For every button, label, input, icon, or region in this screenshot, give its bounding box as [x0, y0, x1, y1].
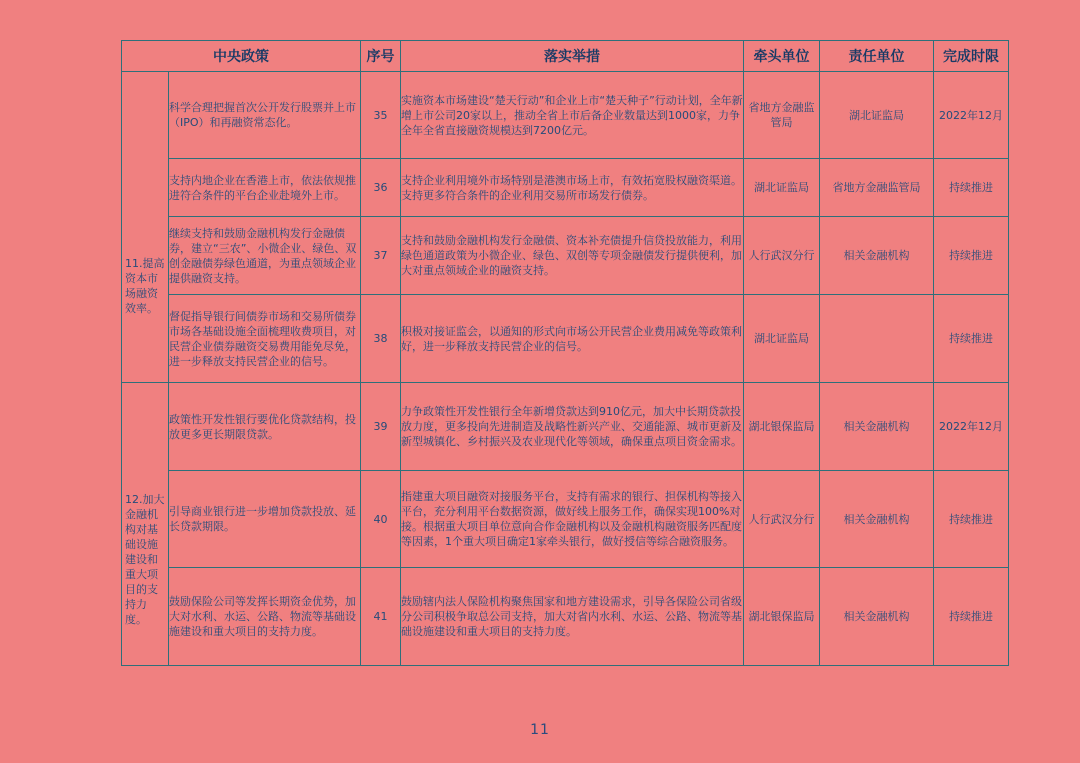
category-cell	[122, 383, 169, 666]
row-number: 36	[361, 159, 401, 217]
lead-unit-cell: 湖北证监局	[744, 159, 820, 217]
table-row	[122, 295, 1009, 383]
measure-cell: 支持企业利用境外市场特别是港澳市场上市，有效拓宽股权融资渠道。支持更多符合条件的企业利用交易所市场发行债券。	[401, 159, 744, 217]
table-row	[122, 471, 1009, 568]
row-number: 35	[361, 72, 401, 159]
category-label: 11.提高资本市场融资效率。	[125, 256, 165, 315]
responsible-unit-cell: 湖北证监局	[820, 72, 934, 159]
table-row	[122, 217, 1009, 295]
deadline-cell: 2022年12月	[934, 383, 1009, 471]
category-cell	[122, 72, 169, 383]
header-responsible-unit: 责任单位	[820, 41, 934, 72]
table-row	[122, 568, 1009, 666]
policy-cell: 科学合理把握首次公开发行股票并上市（IPO）和再融资常态化。	[169, 72, 361, 159]
responsible-unit-cell: 相关金融机构	[820, 471, 934, 568]
lead-unit-cell: 湖北银保监局	[744, 383, 820, 471]
table-row	[122, 383, 1009, 471]
measure-cell: 实施资本市场建设“楚天行动”和企业上市“楚天种子”行动计划，全年新增上市公司20家以上，推动全省上市后备企业数量达到1000家，力争全年全省直接融资规模达到7200亿元。	[401, 72, 744, 159]
responsible-unit-cell: 相关金融机构	[820, 568, 934, 666]
policy-cell: 政策性开发性银行要优化贷款结构，投放更多更长期限贷款。	[169, 383, 361, 471]
category-label: 12.加大金融机构对基础设施建设和重大项目的支持力度。	[125, 493, 165, 626]
measure-cell: 鼓励辖内法人保险机构聚焦国家和地方建设需求，引导各保险公司省级分公司积极争取总公司支持，加大对省内水利、水运、公路、物流等基础设施建设和重大项目的支持力度。	[401, 568, 744, 666]
measure-cell: 支持和鼓励金融机构发行金融债、资本补充债提升信贷投放能力，利用绿色通道政策为小微企业、绿色、双创等专项金融债发行提供便利，加大对重点领域企业的融资支持。	[401, 217, 744, 295]
header-lead-unit: 牵头单位	[744, 41, 820, 72]
table-row	[122, 72, 1009, 159]
lead-unit-cell: 湖北银保监局	[744, 568, 820, 666]
responsible-unit-cell	[820, 295, 934, 383]
table-header-row	[122, 41, 1009, 72]
deadline-cell: 持续推进	[934, 295, 1009, 383]
policy-cell: 引导商业银行进一步增加贷款投放、延长贷款期限。	[169, 471, 361, 568]
deadline-cell: 持续推进	[934, 471, 1009, 568]
lead-unit-cell: 省地方金融监管局	[744, 72, 820, 159]
header-measure: 落实举措	[401, 41, 744, 72]
responsible-unit-cell: 省地方金融监管局	[820, 159, 934, 217]
row-number: 40	[361, 471, 401, 568]
row-number: 37	[361, 217, 401, 295]
responsible-unit-cell: 相关金融机构	[820, 217, 934, 295]
policy-cell: 督促指导银行间债券市场和交易所债券市场各基础设施全面梳理收费项目，对民营企业债券融资交易费用能免尽免，进一步释放支持民营企业的信号。	[169, 295, 361, 383]
deadline-cell: 2022年12月	[934, 72, 1009, 159]
deadline-cell: 持续推进	[934, 217, 1009, 295]
lead-unit-cell: 湖北证监局	[744, 295, 820, 383]
header-deadline: 完成时限	[934, 41, 1009, 72]
row-number: 41	[361, 568, 401, 666]
policy-cell: 鼓励保险公司等发挥长期资金优势，加大对水利、水运、公路、物流等基础设施建设和重大项目的支持力度。	[169, 568, 361, 666]
deadline-cell: 持续推进	[934, 568, 1009, 666]
responsible-unit-cell: 相关金融机构	[820, 383, 934, 471]
measure-cell: 力争政策性开发性银行全年新增贷款达到910亿元，加大中长期贷款投放力度，更多投向先进制造及战略性新兴产业、交通能源、城市更新及新型城镇化、乡村振兴及农业现代化等领域，确保重点项目资金需求。	[401, 383, 744, 471]
header-number: 序号	[361, 41, 401, 72]
policy-cell: 支持内地企业在香港上市，依法依规推进符合条件的平台企业赴境外上市。	[169, 159, 361, 217]
deadline-cell: 持续推进	[934, 159, 1009, 217]
lead-unit-cell: 人行武汉分行	[744, 471, 820, 568]
policy-table	[121, 40, 1009, 666]
table-row	[122, 159, 1009, 217]
policy-cell: 继续支持和鼓励金融机构发行金融债券，建立“三农”、小微企业、绿色、双创金融债券绿色通道，为重点领域企业提供融资支持。	[169, 217, 361, 295]
page-number: 11	[530, 722, 550, 738]
measure-cell: 积极对接证监会，以通知的形式向市场公开民营企业费用减免等政策利好，进一步释放支持民营企业的信号。	[401, 295, 744, 383]
header-central-policy: 中央政策	[122, 41, 361, 72]
measure-cell: 指建重大项目融资对接服务平台，支持有需求的银行、担保机构等接入平台，充分利用平台数据资源，做好线上服务工作，确保实现100%对接。根据重大项目单位意向合作金融机构以及金融机构融资服务匹配度等因素，1个重大项目确定1家牵头银行，做好授信等综合融资服务。	[401, 471, 744, 568]
row-number: 38	[361, 295, 401, 383]
lead-unit-cell: 人行武汉分行	[744, 217, 820, 295]
row-number: 39	[361, 383, 401, 471]
